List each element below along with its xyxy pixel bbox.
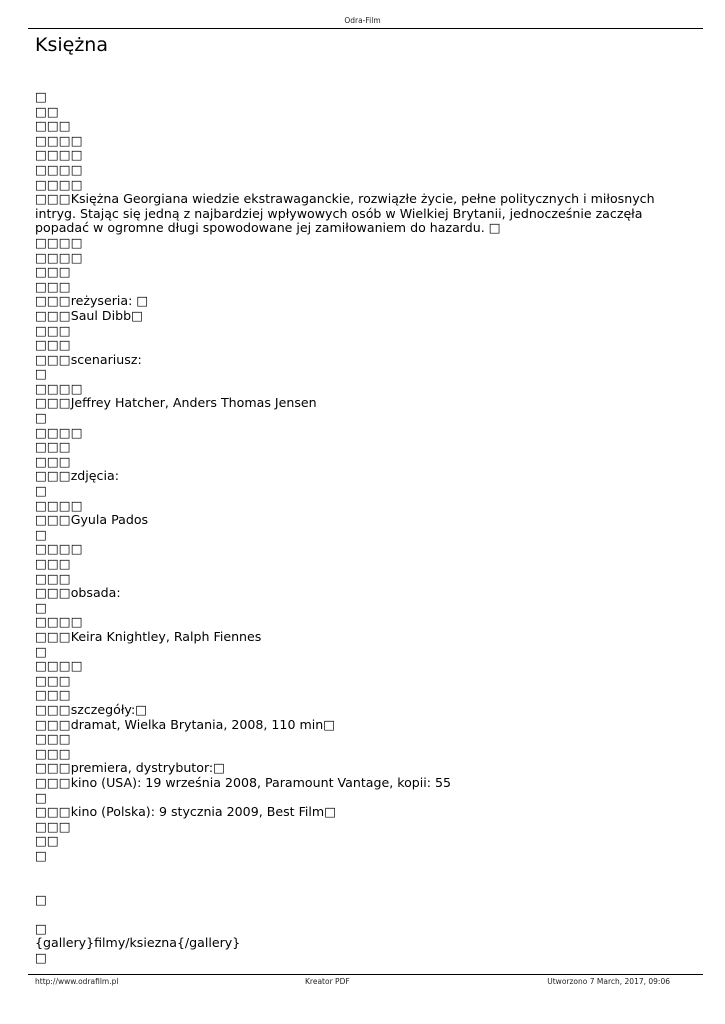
content-line: □	[35, 366, 47, 382]
placeholder-glyph: □	[35, 950, 47, 966]
content-line: □□□	[35, 818, 71, 834]
content-line: □□□	[35, 745, 71, 761]
content-line: □□□□	[35, 132, 83, 148]
content-line: □□□□	[35, 161, 83, 177]
content-line: □□□□	[35, 614, 83, 630]
header-site-name: Odra-Film	[344, 16, 381, 25]
content-line: □□□□	[35, 249, 83, 265]
content-line: □□□□	[35, 424, 83, 440]
content-line: □	[35, 410, 47, 426]
content-line: □□□	[35, 672, 71, 688]
content-line: □□□	[35, 118, 71, 134]
placeholder-glyph: □	[35, 920, 47, 936]
content-line: □□□reżyseria: □	[35, 293, 149, 309]
content-line: □□□Saul Dibb□	[35, 307, 143, 323]
content-line: □□□	[35, 556, 71, 571]
content-line: □	[35, 526, 47, 542]
spacer	[35, 907, 695, 922]
footer-url-link[interactable]: http://www.odrafilm.pl	[35, 977, 119, 986]
content-line: □	[35, 599, 47, 615]
content-line: □□□□	[35, 658, 83, 674]
film-description: □□□Księżna Georgiana wiedzie ekstrawaganckie, rozwiązłe życie, pełne politycznych i miłosnych intryg. Stając się jedną z najbardziej wpływowych osób w Wielkiej Brytanii, jednocześnie zaczęła popadać w ogromne długi spowodowane jej zamiłowaniem do hazardu. □	[35, 191, 655, 236]
content-line: □□□	[35, 322, 71, 338]
content-line: □□□zdjęcia:	[35, 468, 119, 484]
content-line: □	[35, 89, 47, 104]
content-line: □□□□	[35, 176, 83, 192]
content-line: □□□dramat, Wielka Brytania, 2008, 110 min□	[35, 716, 336, 732]
content-line: □□□szczegóły:□	[35, 701, 148, 717]
content-line: □□□Jeffrey Hatcher, Anders Thomas Jensen	[35, 395, 317, 411]
content-line: □□□□	[35, 147, 83, 163]
content-line: □	[35, 483, 47, 499]
content-line: □	[35, 789, 47, 805]
content-line: □□□obsada:	[35, 585, 121, 601]
content-line: □□□	[35, 453, 71, 469]
gallery-tag: {gallery}filmy/ksiezna{/gallery}	[35, 935, 241, 951]
placeholder-glyph: □	[35, 891, 47, 907]
content-line: □□□scenariusz:	[35, 351, 142, 367]
content-line: □□□	[35, 264, 71, 280]
content-line: □□□	[35, 439, 71, 455]
content-line: □□□	[35, 337, 71, 353]
content-line: □□□Gyula Pados	[35, 512, 149, 528]
content-line: □□□	[35, 731, 71, 747]
content-line: □□□□	[35, 497, 83, 513]
page-title: Księżna	[35, 34, 108, 56]
spacer	[35, 863, 695, 878]
spacer	[35, 878, 695, 893]
content-line: □□□	[35, 687, 71, 703]
content-line: □	[35, 643, 47, 659]
footer-created-date: Utworzono 7 March, 2017, 09:06	[547, 977, 670, 986]
header-divider	[28, 28, 703, 29]
content-line: □□	[35, 103, 59, 119]
footer-generator: Kreator PDF	[305, 977, 350, 986]
content-line: □□	[35, 833, 59, 849]
content-line: □□□kino (USA): 19 września 2008, Paramount Vantage, kopii: 55	[35, 774, 452, 790]
content-line: □□□premiera, dystrybutor:□	[35, 760, 226, 776]
content-line: □□□□	[35, 380, 83, 396]
content-line: □□□	[35, 570, 71, 586]
content-line: □□□kino (Polska): 9 stycznia 2009, Best Film□	[35, 804, 337, 820]
footer-divider	[28, 974, 703, 975]
content-line: □□□	[35, 278, 71, 294]
content-line: □	[35, 847, 47, 863]
article-body	[35, 90, 695, 966]
content-line: □□□□	[35, 234, 83, 250]
content-line: □□□Keira Knightley, Ralph Fiennes	[35, 628, 262, 644]
content-line: □□□□	[35, 541, 83, 557]
